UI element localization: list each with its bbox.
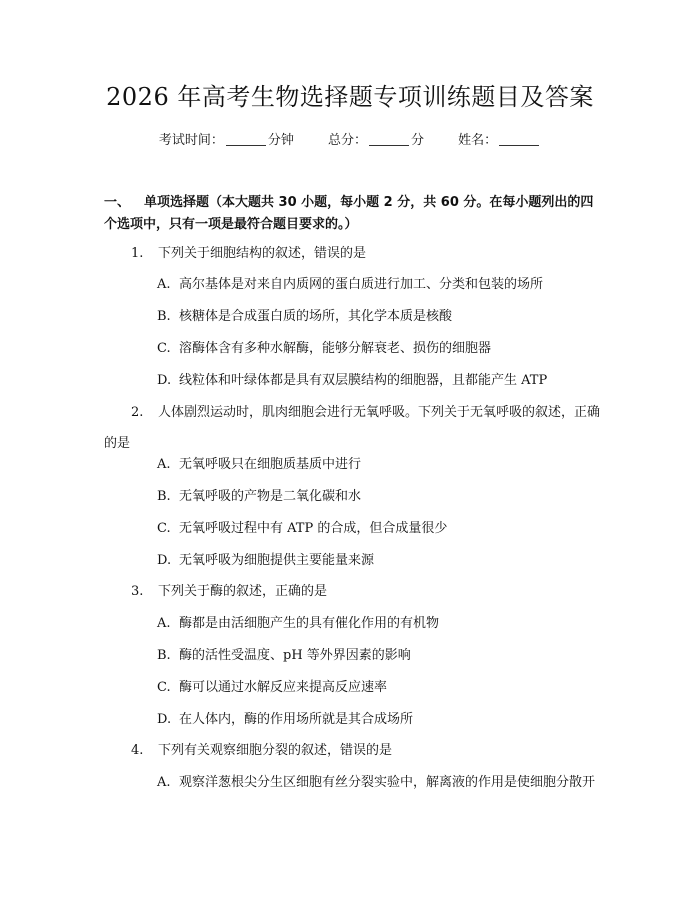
section-number: 一、 [104,195,131,210]
option [157,645,411,667]
option-text: 酶都是由活细胞产生的具有催化作用的有机物 [179,616,440,631]
name-blank [499,133,539,146]
option-text: 在人体内，酶的作用场所就是其合成场所 [179,712,414,727]
option [157,486,361,508]
option-label: B. [157,309,171,324]
question-text: 下列有关观察细胞分裂的叙述，错误的是 [158,743,393,758]
time-unit: 分钟 [267,133,294,148]
option [157,454,361,476]
question-number: 4. [131,743,144,758]
option-text: 无氧呼吸的产物是二氧化碳和水 [179,489,362,504]
option [157,370,547,392]
score-blank [369,133,409,146]
option-label: B. [157,489,171,504]
option-text: 高尔基体是对来自内质网的蛋白质进行加工、分类和包装的场所 [179,277,544,292]
option-text: 核糖体是合成蛋白质的场所，其化学本质是核酸 [179,309,453,324]
option-label: C. [157,341,171,356]
option-label: A. [157,775,171,790]
option-text: 酶的活性受温度、pH 等外界因素的影响 [179,648,411,663]
section-text: 单项选择题（本大题共 30 小题，每小题 2 分，共 60 分。在每小题列出的四个选项中，只有一项是最符合题目要求的。） [104,195,594,232]
option [157,613,439,635]
page-title: 2026 年高考生物选择题专项训练题目及答案 [106,83,594,111]
time-blank [226,133,266,146]
option-label: C. [157,521,171,536]
option [157,274,543,296]
option-label: A. [157,616,171,631]
option [157,550,374,572]
option-text: 线粒体和叶绿体都是具有双层膜结构的细胞器，且都能产生 ATP [179,373,548,388]
score-label: 总分： [327,133,367,148]
option [157,338,491,360]
exam-meta [0,131,700,151]
option-label: B. [157,648,171,663]
question-stem [131,740,392,762]
question-stem [131,243,366,265]
section-heading [104,192,602,236]
question-number: 3. [131,584,144,599]
question-text: 下列关于酶的叙述，正确的是 [158,584,328,599]
question-text: 人体剧烈运动时，肌肉细胞会进行无氧呼吸。下列关于无氧呼吸的叙述，正确的是 [104,405,601,451]
option [157,306,452,328]
score-unit: 分 [411,133,425,148]
option-label: A. [157,457,171,472]
option [157,709,413,731]
option-label: C. [157,680,171,695]
option-label: D. [157,553,172,568]
option-label: A. [157,277,171,292]
option-label: D. [157,712,172,727]
question-number: 1. [131,246,144,261]
name-label: 姓名： [458,133,498,148]
option-text: 观察洋葱根尖分生区细胞有丝分裂实验中，解离液的作用是使细胞分散开 [179,775,596,790]
question-stem [131,581,327,603]
question-number: 2. [131,405,144,420]
option-text: 无氧呼吸过程中有 ATP 的合成，但合成量很少 [179,521,448,536]
score-field [328,133,424,148]
option-text: 无氧呼吸为细胞提供主要能量来源 [179,553,375,568]
option [157,518,447,540]
question-stem [104,397,602,459]
time-label: 考试时间： [158,133,224,148]
question-text: 下列关于细胞结构的叙述，错误的是 [158,246,367,261]
option [104,767,602,798]
option-label: D. [157,373,172,388]
option-text: 无氧呼吸只在细胞质基质中进行 [179,457,362,472]
option-text: 溶酶体含有多种水解酶，能够分解衰老、损伤的细胞器 [179,341,492,356]
option-text: 酶可以通过水解反应来提高反应速率 [179,680,388,695]
time-field [159,133,294,148]
option [157,677,387,699]
name-field [458,133,541,148]
